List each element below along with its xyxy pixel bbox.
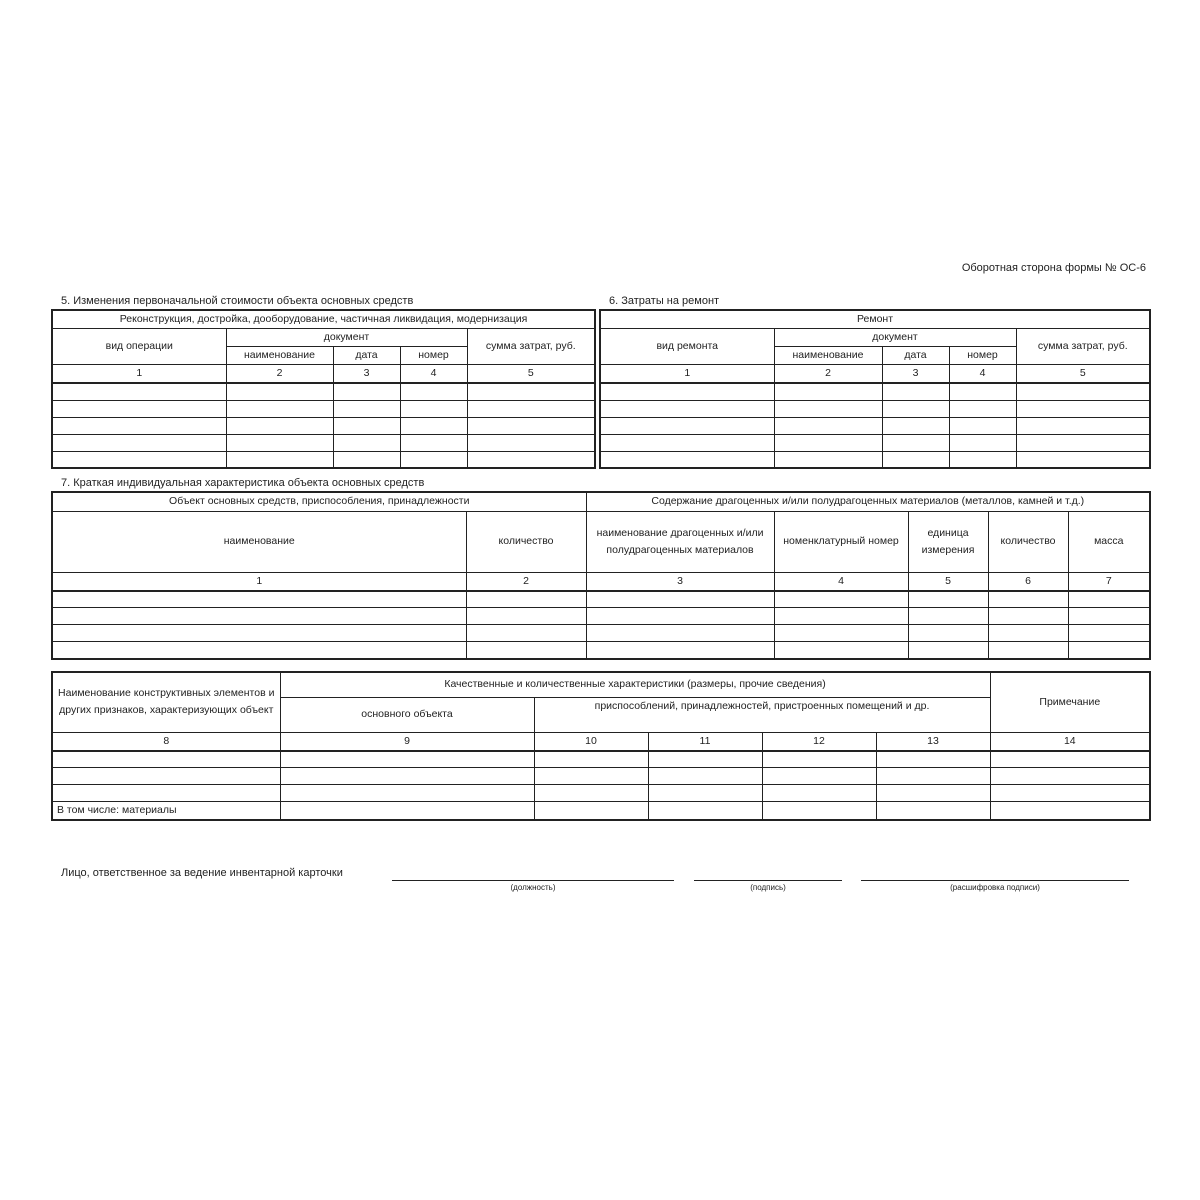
section8-materials-row: В том числе: материалы xyxy=(52,802,280,821)
table-row xyxy=(52,451,595,468)
table-cell[interactable] xyxy=(586,591,774,608)
table-cell[interactable] xyxy=(988,642,1068,659)
table-row xyxy=(52,785,1150,802)
table-cell[interactable] xyxy=(280,751,534,768)
table-cell[interactable] xyxy=(882,417,949,434)
section8-num: 14 xyxy=(990,732,1150,751)
table-cell[interactable] xyxy=(949,417,1016,434)
section7-col-precious-name: наименование драгоценных и/или полудрагоценных материалов xyxy=(586,511,774,572)
section7-col-nomenclature: номенклатурный номер xyxy=(774,511,908,572)
section5-num: 5 xyxy=(467,365,595,384)
table-cell[interactable] xyxy=(280,768,534,785)
table-cell[interactable] xyxy=(226,434,333,451)
section7-num: 5 xyxy=(908,572,988,591)
section6-title: 6. Затраты на ремонт xyxy=(609,295,720,307)
section7-title: 7. Краткая индивидуальная характеристика объекта основных средств xyxy=(61,477,425,489)
section8-num: 10 xyxy=(534,732,648,751)
section8-num: 11 xyxy=(648,732,762,751)
table-cell[interactable] xyxy=(333,451,400,468)
table-cell[interactable] xyxy=(400,383,467,400)
table-cell[interactable] xyxy=(52,768,280,785)
section8-col-accessories: приспособлений, принадлежностей, пристроенных помещений и др. xyxy=(534,697,990,732)
section8-col-note: Примечание xyxy=(990,672,1150,732)
decoding-line[interactable] xyxy=(861,880,1129,881)
section8-table xyxy=(51,671,1151,821)
table-cell[interactable] xyxy=(52,451,226,468)
table-row xyxy=(52,768,1150,785)
table-row xyxy=(52,434,595,451)
section5-col-doc-number: номер xyxy=(400,347,467,365)
table-cell[interactable] xyxy=(876,751,990,768)
table-cell[interactable] xyxy=(280,802,534,821)
table-cell[interactable] xyxy=(534,751,648,768)
section6-col-doc-date: дата xyxy=(882,347,949,365)
table-cell[interactable] xyxy=(333,417,400,434)
table-cell[interactable] xyxy=(466,608,586,625)
table-cell[interactable] xyxy=(990,751,1150,768)
table-cell[interactable] xyxy=(52,434,226,451)
section6-col-sum: сумма затрат, руб. xyxy=(1016,329,1150,365)
table-cell[interactable] xyxy=(467,451,595,468)
table-cell[interactable] xyxy=(774,400,882,417)
table-row xyxy=(600,451,1150,468)
position-line[interactable] xyxy=(392,880,674,881)
section5-col-operation: вид операции xyxy=(52,329,226,365)
table-cell[interactable] xyxy=(534,802,648,821)
table-cell[interactable] xyxy=(882,451,949,468)
section7-col-unit: единица измерения xyxy=(908,511,988,572)
section5-group-header: Реконструкция, достройка, дооборудование, частичная ликвидация, модернизация xyxy=(52,310,595,329)
table-cell[interactable] xyxy=(52,751,280,768)
section5-title: 5. Изменения первоначальной стоимости объекта основных средств xyxy=(61,295,414,307)
table-cell[interactable] xyxy=(882,400,949,417)
table-cell[interactable] xyxy=(333,383,400,400)
signature-label: Лицо, ответственное за ведение инвентарной карточки xyxy=(61,867,343,879)
table-cell[interactable] xyxy=(908,625,988,642)
table-cell[interactable] xyxy=(774,642,908,659)
table-cell[interactable] xyxy=(534,768,648,785)
section6-col-repair-type: вид ремонта xyxy=(600,329,774,365)
table-row xyxy=(52,608,1150,625)
section7-group-precious: Содержание драгоценных и/или полудрагоценных материалов (металлов, камней и т.д.) xyxy=(586,492,1150,511)
table-cell[interactable] xyxy=(333,400,400,417)
section7-num: 4 xyxy=(774,572,908,591)
table-cell[interactable] xyxy=(882,383,949,400)
section8-num: 9 xyxy=(280,732,534,751)
table-cell[interactable] xyxy=(226,451,333,468)
table-cell[interactable] xyxy=(876,785,990,802)
table-cell[interactable] xyxy=(762,785,876,802)
table-cell[interactable] xyxy=(586,642,774,659)
section7-num: 3 xyxy=(586,572,774,591)
table-cell[interactable] xyxy=(467,400,595,417)
section8-group-characteristics: Качественные и количественные характеристики (размеры, прочие сведения) xyxy=(280,672,990,697)
table-cell[interactable] xyxy=(534,785,648,802)
table-cell[interactable] xyxy=(774,451,882,468)
table-cell[interactable] xyxy=(774,383,882,400)
table-cell[interactable] xyxy=(466,591,586,608)
table-row xyxy=(600,417,1150,434)
section7-num: 7 xyxy=(1068,572,1150,591)
table-cell[interactable] xyxy=(949,434,1016,451)
table-cell[interactable] xyxy=(990,768,1150,785)
table-cell[interactable] xyxy=(600,434,774,451)
table-cell[interactable] xyxy=(990,785,1150,802)
table-cell[interactable] xyxy=(467,417,595,434)
table-cell[interactable] xyxy=(600,400,774,417)
form-reference: Оборотная сторона формы № ОС-6 xyxy=(961,262,1146,274)
table-cell[interactable] xyxy=(1068,591,1150,608)
table-cell[interactable] xyxy=(467,434,595,451)
section6-num: 4 xyxy=(949,365,1016,384)
table-cell[interactable] xyxy=(1016,400,1150,417)
section7-col-name: наименование xyxy=(52,511,466,572)
table-cell[interactable] xyxy=(1016,434,1150,451)
table-cell[interactable] xyxy=(52,625,466,642)
table-row xyxy=(52,400,595,417)
table-cell[interactable] xyxy=(400,451,467,468)
section5-col-doc-date: дата xyxy=(333,347,400,365)
table-row xyxy=(600,434,1150,451)
section8-num: 13 xyxy=(876,732,990,751)
table-cell[interactable] xyxy=(226,383,333,400)
section6-group-header: Ремонт xyxy=(600,310,1150,329)
table-cell[interactable] xyxy=(1068,642,1150,659)
table-cell[interactable] xyxy=(648,785,762,802)
table-cell[interactable] xyxy=(762,802,876,821)
table-cell[interactable] xyxy=(648,751,762,768)
section5-col-sum: сумма затрат, руб. xyxy=(467,329,595,365)
signature-line[interactable] xyxy=(694,880,842,881)
section8-col-elements: Наименование конструктивных элементов и других признаков, характеризующих объект xyxy=(52,672,280,732)
table-row xyxy=(52,802,1150,821)
table-cell[interactable] xyxy=(52,417,226,434)
table-cell[interactable] xyxy=(586,625,774,642)
table-cell[interactable] xyxy=(466,642,586,659)
table-cell[interactable] xyxy=(774,608,908,625)
table-cell[interactable] xyxy=(52,785,280,802)
section5-num: 2 xyxy=(226,365,333,384)
table-cell[interactable] xyxy=(333,434,400,451)
table-cell[interactable] xyxy=(774,434,882,451)
table-cell[interactable] xyxy=(949,451,1016,468)
section5-table xyxy=(51,309,596,469)
table-cell[interactable] xyxy=(466,625,586,642)
table-cell[interactable] xyxy=(600,417,774,434)
table-cell[interactable] xyxy=(1068,625,1150,642)
table-cell[interactable] xyxy=(280,785,534,802)
section7-num: 6 xyxy=(988,572,1068,591)
section8-num: 12 xyxy=(762,732,876,751)
table-cell[interactable] xyxy=(648,768,762,785)
table-cell[interactable] xyxy=(949,383,1016,400)
section6-col-doc-number: номер xyxy=(949,347,1016,365)
table-cell[interactable] xyxy=(876,768,990,785)
section6-col-doc-name: наименование xyxy=(774,347,882,365)
table-cell[interactable] xyxy=(52,383,226,400)
section8-col-main-object: основного объекта xyxy=(280,697,534,732)
table-row xyxy=(52,417,595,434)
table-row xyxy=(600,400,1150,417)
table-cell[interactable] xyxy=(1068,608,1150,625)
section6-num: 2 xyxy=(774,365,882,384)
table-cell[interactable] xyxy=(762,768,876,785)
table-cell[interactable] xyxy=(762,751,876,768)
table-cell[interactable] xyxy=(1016,417,1150,434)
table-cell[interactable] xyxy=(1016,451,1150,468)
section5-col-doc-name: наименование xyxy=(226,347,333,365)
table-cell[interactable] xyxy=(467,383,595,400)
table-cell[interactable] xyxy=(949,400,1016,417)
table-row xyxy=(52,591,1150,608)
section6-num: 5 xyxy=(1016,365,1150,384)
section5-num: 3 xyxy=(333,365,400,384)
section5-num: 1 xyxy=(52,365,226,384)
table-row xyxy=(52,642,1150,659)
section5-col-document: документ xyxy=(226,329,467,347)
section7-col-mass: масса xyxy=(1068,511,1150,572)
section7-col-quantity2: количество xyxy=(988,511,1068,572)
table-cell[interactable] xyxy=(648,802,762,821)
section6-num: 3 xyxy=(882,365,949,384)
section7-table xyxy=(51,491,1151,660)
table-cell[interactable] xyxy=(774,625,908,642)
table-row xyxy=(52,383,595,400)
table-cell[interactable] xyxy=(400,400,467,417)
signature-caption: (подпись) xyxy=(750,883,786,892)
table-row xyxy=(600,383,1150,400)
table-cell[interactable] xyxy=(586,608,774,625)
table-cell[interactable] xyxy=(600,383,774,400)
table-cell[interactable] xyxy=(988,608,1068,625)
table-cell[interactable] xyxy=(876,802,990,821)
table-cell[interactable] xyxy=(990,802,1150,821)
table-cell[interactable] xyxy=(988,591,1068,608)
table-cell[interactable] xyxy=(52,642,466,659)
table-cell[interactable] xyxy=(52,608,466,625)
table-cell[interactable] xyxy=(1016,383,1150,400)
table-cell[interactable] xyxy=(908,608,988,625)
section7-group-object: Объект основных средств, приспособления, принадлежности xyxy=(52,492,586,511)
section6-col-document: документ xyxy=(774,329,1016,347)
section6-num: 1 xyxy=(600,365,774,384)
section7-col-quantity: количество xyxy=(466,511,586,572)
section8-num: 8 xyxy=(52,732,280,751)
table-cell[interactable] xyxy=(52,591,466,608)
section6-table xyxy=(599,309,1151,469)
decoding-caption: (расшифровка подписи) xyxy=(950,883,1040,892)
table-cell[interactable] xyxy=(882,434,949,451)
table-cell[interactable] xyxy=(226,417,333,434)
table-cell[interactable] xyxy=(988,625,1068,642)
table-cell[interactable] xyxy=(400,434,467,451)
table-row xyxy=(52,625,1150,642)
table-cell[interactable] xyxy=(774,591,908,608)
section7-num: 2 xyxy=(466,572,586,591)
section7-num: 1 xyxy=(52,572,466,591)
table-cell[interactable] xyxy=(774,417,882,434)
table-cell[interactable] xyxy=(600,451,774,468)
table-row xyxy=(52,751,1150,768)
table-cell[interactable] xyxy=(908,642,988,659)
section5-num: 4 xyxy=(400,365,467,384)
position-caption: (должность) xyxy=(510,883,556,892)
table-cell[interactable] xyxy=(400,417,467,434)
table-cell[interactable] xyxy=(226,400,333,417)
table-cell[interactable] xyxy=(908,591,988,608)
table-cell[interactable] xyxy=(52,400,226,417)
